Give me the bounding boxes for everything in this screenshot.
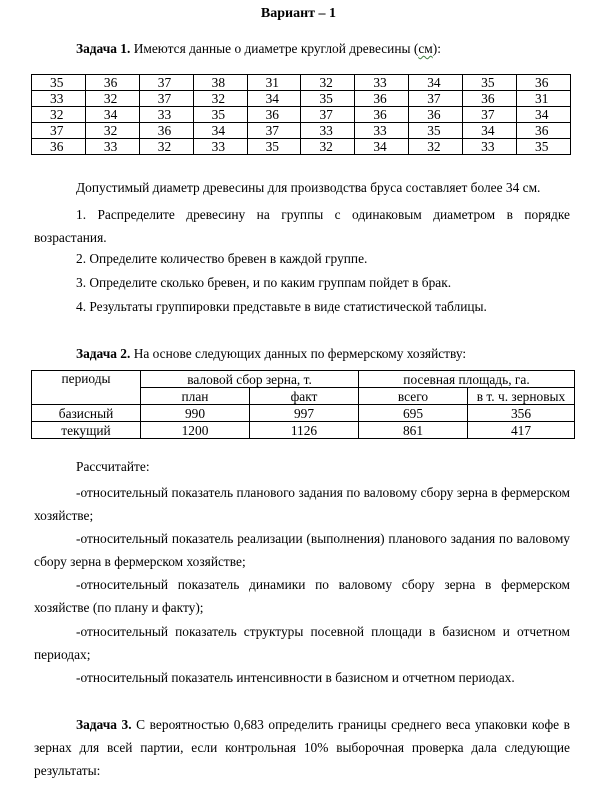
table-cell: 37: [247, 123, 301, 139]
subheader-grain: в т. ч. зерновых: [468, 388, 575, 405]
table-cell: 861: [359, 422, 468, 439]
task2-intro: [34, 343, 570, 365]
table-cell: 34: [409, 75, 463, 91]
table-cell: 32: [301, 75, 355, 91]
header-gross-harvest: валовой сбор зерна, т.: [141, 371, 359, 388]
table-cell: 34: [355, 139, 409, 155]
subheader-plan: план: [141, 388, 250, 405]
task2-calc-item-3: -относительный показатель динамики по валовому сбору зерна в фермерском хозяйстве (по плану и факту);: [34, 577, 570, 615]
task1-intro-text: Имеются данные о диаметре круглой древесины (: [130, 41, 419, 56]
table-cell: 33: [301, 123, 355, 139]
table-row: [32, 422, 575, 439]
table-cell: 35: [32, 75, 86, 91]
table-cell: 417: [468, 422, 575, 439]
table-cell: 38: [193, 75, 247, 91]
table-cell: 35: [301, 91, 355, 107]
table-cell: 32: [85, 91, 139, 107]
table-cell: 36: [517, 75, 571, 91]
table-cell: 1200: [141, 422, 250, 439]
table-cell: 37: [463, 107, 517, 123]
table-cell: 34: [517, 107, 571, 123]
table-cell: 33: [463, 139, 517, 155]
task3-label: Задача 3.: [76, 717, 132, 732]
header-sown-area: посевная площадь, га.: [359, 371, 575, 388]
task2-calc-item-5: -относительный показатель интенсивности в базисном и отчетном периодах.: [76, 670, 515, 685]
table-row: [32, 91, 571, 107]
task1-label: Задача 1.: [76, 41, 131, 56]
table-cell: 32: [85, 123, 139, 139]
table-cell: 37: [301, 107, 355, 123]
table-cell: 31: [517, 91, 571, 107]
table-cell: 36: [355, 107, 409, 123]
table-row: [32, 139, 571, 155]
table-cell: 35: [409, 123, 463, 139]
table-cell: 36: [139, 123, 193, 139]
table-cell: 34: [85, 107, 139, 123]
table-cell: 37: [139, 75, 193, 91]
table-cell: 36: [85, 75, 139, 91]
table-cell: 35: [517, 139, 571, 155]
table-cell: текущий: [32, 422, 141, 439]
task1-item-2: 2. Определите количество бревен в каждой группе.: [76, 251, 368, 266]
diameter-table: [31, 74, 571, 155]
table-cell: 997: [250, 405, 359, 422]
table-cell: 33: [355, 75, 409, 91]
task1-item-3: 3. Определите сколько бревен, и по каким группам пойдет в брак.: [76, 275, 452, 290]
task2-intro-text: На основе следующих данных по фермерскому хозяйству:: [130, 346, 467, 361]
page-title: Вариант – 1: [260, 6, 337, 21]
table-cell: 35: [463, 75, 517, 91]
table-cell: 34: [193, 123, 247, 139]
task2-calc-item-1: -относительный показатель планового задания по валовому сбору зерна в фермерском хозяйстве;: [34, 485, 570, 523]
table-row: [32, 405, 575, 422]
subheader-total: всего: [359, 388, 468, 405]
farm-data-table: [31, 370, 575, 439]
table-cell: 695: [359, 405, 468, 422]
task1-unit: см: [418, 41, 433, 56]
table-cell: 36: [32, 139, 86, 155]
task3-paragraph: [34, 713, 570, 782]
table-cell: 37: [139, 91, 193, 107]
task2-calc-item-4: -относительный показатель структуры посевной площади в базисном и отчетном периодах;: [34, 624, 570, 662]
table-cell: 1126: [250, 422, 359, 439]
task2-label: Задача 2.: [76, 346, 131, 361]
table-cell: 33: [193, 139, 247, 155]
table-cell: 31: [247, 75, 301, 91]
header-periods: периоды: [32, 371, 141, 405]
table-cell: 990: [141, 405, 250, 422]
task1-item-1: 1. Распределите древесину на группы с одинаковым диаметром в порядке возрастания.: [34, 207, 570, 245]
table-cell: 32: [32, 107, 86, 123]
table-cell: 33: [85, 139, 139, 155]
task1-intro: [34, 38, 570, 60]
task3-text: С вероятностью 0,683 определить границы среднего веса упаковки кофе в зернах для всей партии, если контрольная 10% выборочная проверка дала следующие результаты:: [34, 717, 570, 778]
task2-calc-label: Рассчитайте:: [76, 459, 150, 474]
table-cell: 32: [139, 139, 193, 155]
table-cell: 37: [409, 91, 463, 107]
table-cell: 36: [409, 107, 463, 123]
table-cell: 36: [247, 107, 301, 123]
table-row: [32, 107, 571, 123]
table-cell: 37: [32, 123, 86, 139]
table-cell: 35: [247, 139, 301, 155]
table-cell: 33: [32, 91, 86, 107]
subheader-fact: факт: [250, 388, 359, 405]
task1-intro-end: ):: [432, 41, 441, 56]
table-cell: 33: [139, 107, 193, 123]
task1-after-text: Допустимый диаметр древесины для производства бруса составляет более 34 см.: [76, 180, 541, 195]
table-cell: 32: [409, 139, 463, 155]
table-cell: 34: [463, 123, 517, 139]
table-cell: 33: [355, 123, 409, 139]
table-row: [32, 75, 571, 91]
table-cell: 36: [355, 91, 409, 107]
table-cell: 34: [247, 91, 301, 107]
table-cell: 35: [193, 107, 247, 123]
table-cell: 356: [468, 405, 575, 422]
table-cell: 32: [301, 139, 355, 155]
table-cell: 32: [193, 91, 247, 107]
task2-calc-item-2: -относительный показатель реализации (выполнения) планового задания по валовому сбору зерна в фермерском хозяйстве;: [34, 531, 570, 569]
table-header-row: [32, 371, 575, 388]
table-row: [32, 123, 571, 139]
task1-item-4: 4. Результаты группировки представьте в виде статистической таблицы.: [76, 299, 487, 314]
table-cell: 36: [517, 123, 571, 139]
table-cell: базисный: [32, 405, 141, 422]
table-cell: 36: [463, 91, 517, 107]
